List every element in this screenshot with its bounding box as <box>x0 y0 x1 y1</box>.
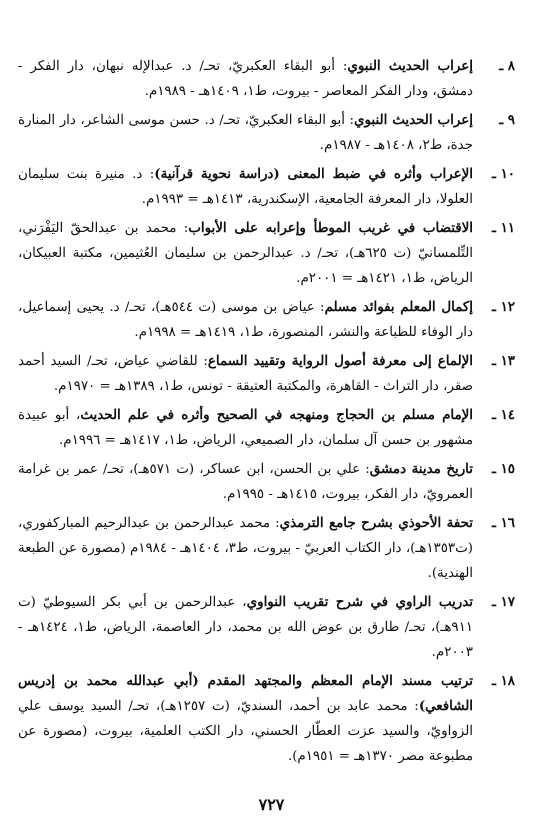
reference-number: ٨ ـ <box>499 58 515 74</box>
reference-title: الإعراب وأثره في ضبط المعنى (دراسة نحوية قرآنية) <box>154 166 473 182</box>
reference-text <box>18 221 473 286</box>
reference-details: : محمد عبدالرحمن بن عبدالرحيم المباركفوري، (ت١٣٥٣هـ)، دار الكتاب العربيّ - بيروت، ط٣، ١٤٠٤هـ - ١٩٨٤م (مصورة عن الطبعة الهندية). <box>18 516 473 581</box>
reference-title: تدريب الراوي في شرح تقريب النواوي <box>246 594 473 610</box>
reference-details: : أبو البقاء العكبريّ، تحـ/ د. حسن موسى الشاعر، دار المنارة جدة، ط٢، ١٤٠٨هـ - ١٩٨٧م. <box>18 113 473 153</box>
reference-text <box>18 59 473 99</box>
page-number: ٧٢٧ <box>258 795 285 814</box>
reference-number: ١٢ ـ <box>492 299 515 315</box>
reference-entry <box>18 216 515 291</box>
reference-text <box>18 674 473 764</box>
reference-number: ٩ ـ <box>499 112 515 128</box>
reference-title: تاريخ مدينة دمشق <box>369 461 473 477</box>
reference-entry <box>18 403 515 453</box>
reference-text <box>18 354 473 394</box>
reference-entry <box>18 669 515 769</box>
reference-entry <box>18 590 515 665</box>
reference-title: ترتيب مسند الإمام المعظم والمجتهد المقدم (أبي عبدالله محمد بن إدريس الشافعي) <box>18 673 473 714</box>
reference-entry <box>18 54 515 104</box>
reference-details: : أبو البقاء العكبريّ، تحـ/ د. عبدالإله نبهان، دار الفكر - دمشق، ودار الفكر المعاصر - بيروت، ط١، ١٤٠٩هـ - ١٩٨٩م. <box>18 59 473 99</box>
reference-number: ١٦ ـ <box>492 515 515 531</box>
reference-details: : محمد بن عبدالحقّ اليَفْرَني، التِّلمسانيّ (ت ٦٢٥هـ)، تحـ/ د. عبدالرحمن بن سليمان العُثيمين، مكتبة العبيكان، الرياض، ط١، ١٤٢١هـ = ٢٠٠١م. <box>18 221 473 286</box>
reference-number: ١٠ ـ <box>492 166 515 182</box>
reference-details: : د. منيرة بنت سليمان العلولا، دار المعرفة الجامعية، الإسكندرية، ١٤١٣هـ = ١٩٩٣م. <box>18 167 473 207</box>
reference-title: إعراب الحديث النبوي <box>354 112 473 128</box>
reference-details: : للقاضي عياض، تحـ/ السيد أحمد صقر، دار التراث - القاهرة، والمكتبة العتيقة - تونس، ط١، ١٣٨٩هـ = ١٩٧٠م. <box>18 354 473 394</box>
reference-number: ١٣ ـ <box>492 353 515 369</box>
reference-text <box>18 113 473 153</box>
reference-number: ١٧ ـ <box>492 594 515 610</box>
reference-text <box>18 595 473 660</box>
reference-list <box>18 54 515 773</box>
reference-number: ١١ ـ <box>492 220 515 236</box>
reference-title: إكمال المعلم بفوائد مسلم <box>324 299 473 315</box>
reference-entry <box>18 457 515 507</box>
reference-details: ، أبو عبيدة مشهور بن حسن آل سلمان، دار الصميعي، الرياض، ط١، ١٤١٧هـ = ١٩٩٦م. <box>18 408 473 448</box>
reference-entry <box>18 511 515 586</box>
reference-title: الإلماع إلى معرفة أصول الرواية وتقييد السماع <box>207 353 474 369</box>
reference-entry <box>18 295 515 345</box>
reference-text <box>18 516 473 581</box>
reference-text <box>18 408 473 448</box>
reference-title: إعراب الحديث النبوي <box>347 58 473 74</box>
reference-entry <box>18 162 515 212</box>
reference-title: الاقتضاب في غريب الموطأ وإعرابه على الأبواب <box>188 220 473 236</box>
reference-entry <box>18 108 515 158</box>
reference-title: تحفة الأحوذي بشرح جامع الترمذي <box>279 515 473 531</box>
reference-details: : محمد عابد بن أحمد، السنديّ، (ت ١٢٥٧هـ)، تحـ/ السيد يوسف علي الزواويّ، والسيد عزت العطّار الحسني، دار الكتب العلمية، بيروت، (مصورة عن مطبوعة مصر ١٣٧٠هـ = ١٩٥١م). <box>18 699 473 764</box>
reference-number: ١٨ ـ <box>492 673 515 689</box>
reference-number: ١٤ ـ <box>492 407 515 423</box>
reference-details: : عياض بن موسى (ت ٥٤٤هـ)، تحـ/ د. يحيى إسماعيل، دار الوفاء للطباعة والنشر، المنصورة، ط١، ١٤١٩هـ = ١٩٩٨م. <box>18 300 473 340</box>
reference-number: ١٥ ـ <box>492 461 515 477</box>
reference-text <box>18 167 473 207</box>
reference-details: ، عبدالرحمن بن أبي بكر السيوطيّ (ت ٩١١هـ)، تحـ/ طارق بن عوض الله بن محمد، دار العاصمة، الرياض، ط١، ١٤٢٤هـ - ٢٠٠٣م. <box>18 595 473 660</box>
reference-text <box>18 300 473 340</box>
reference-title: الإمام مسلم بن الحجاج ومنهجه في الصحيح وأثره في علم الحديث <box>80 407 473 423</box>
reference-details: : علي بن الحسن، ابن عساكر، (ت ٥٧١هـ)، تحـ/ عمر بن غرامة العمرويّ، دار الفكر، بيروت، ١٤١٥هـ - ١٩٩٥م. <box>18 462 473 502</box>
reference-entry <box>18 349 515 399</box>
reference-text <box>18 462 473 502</box>
